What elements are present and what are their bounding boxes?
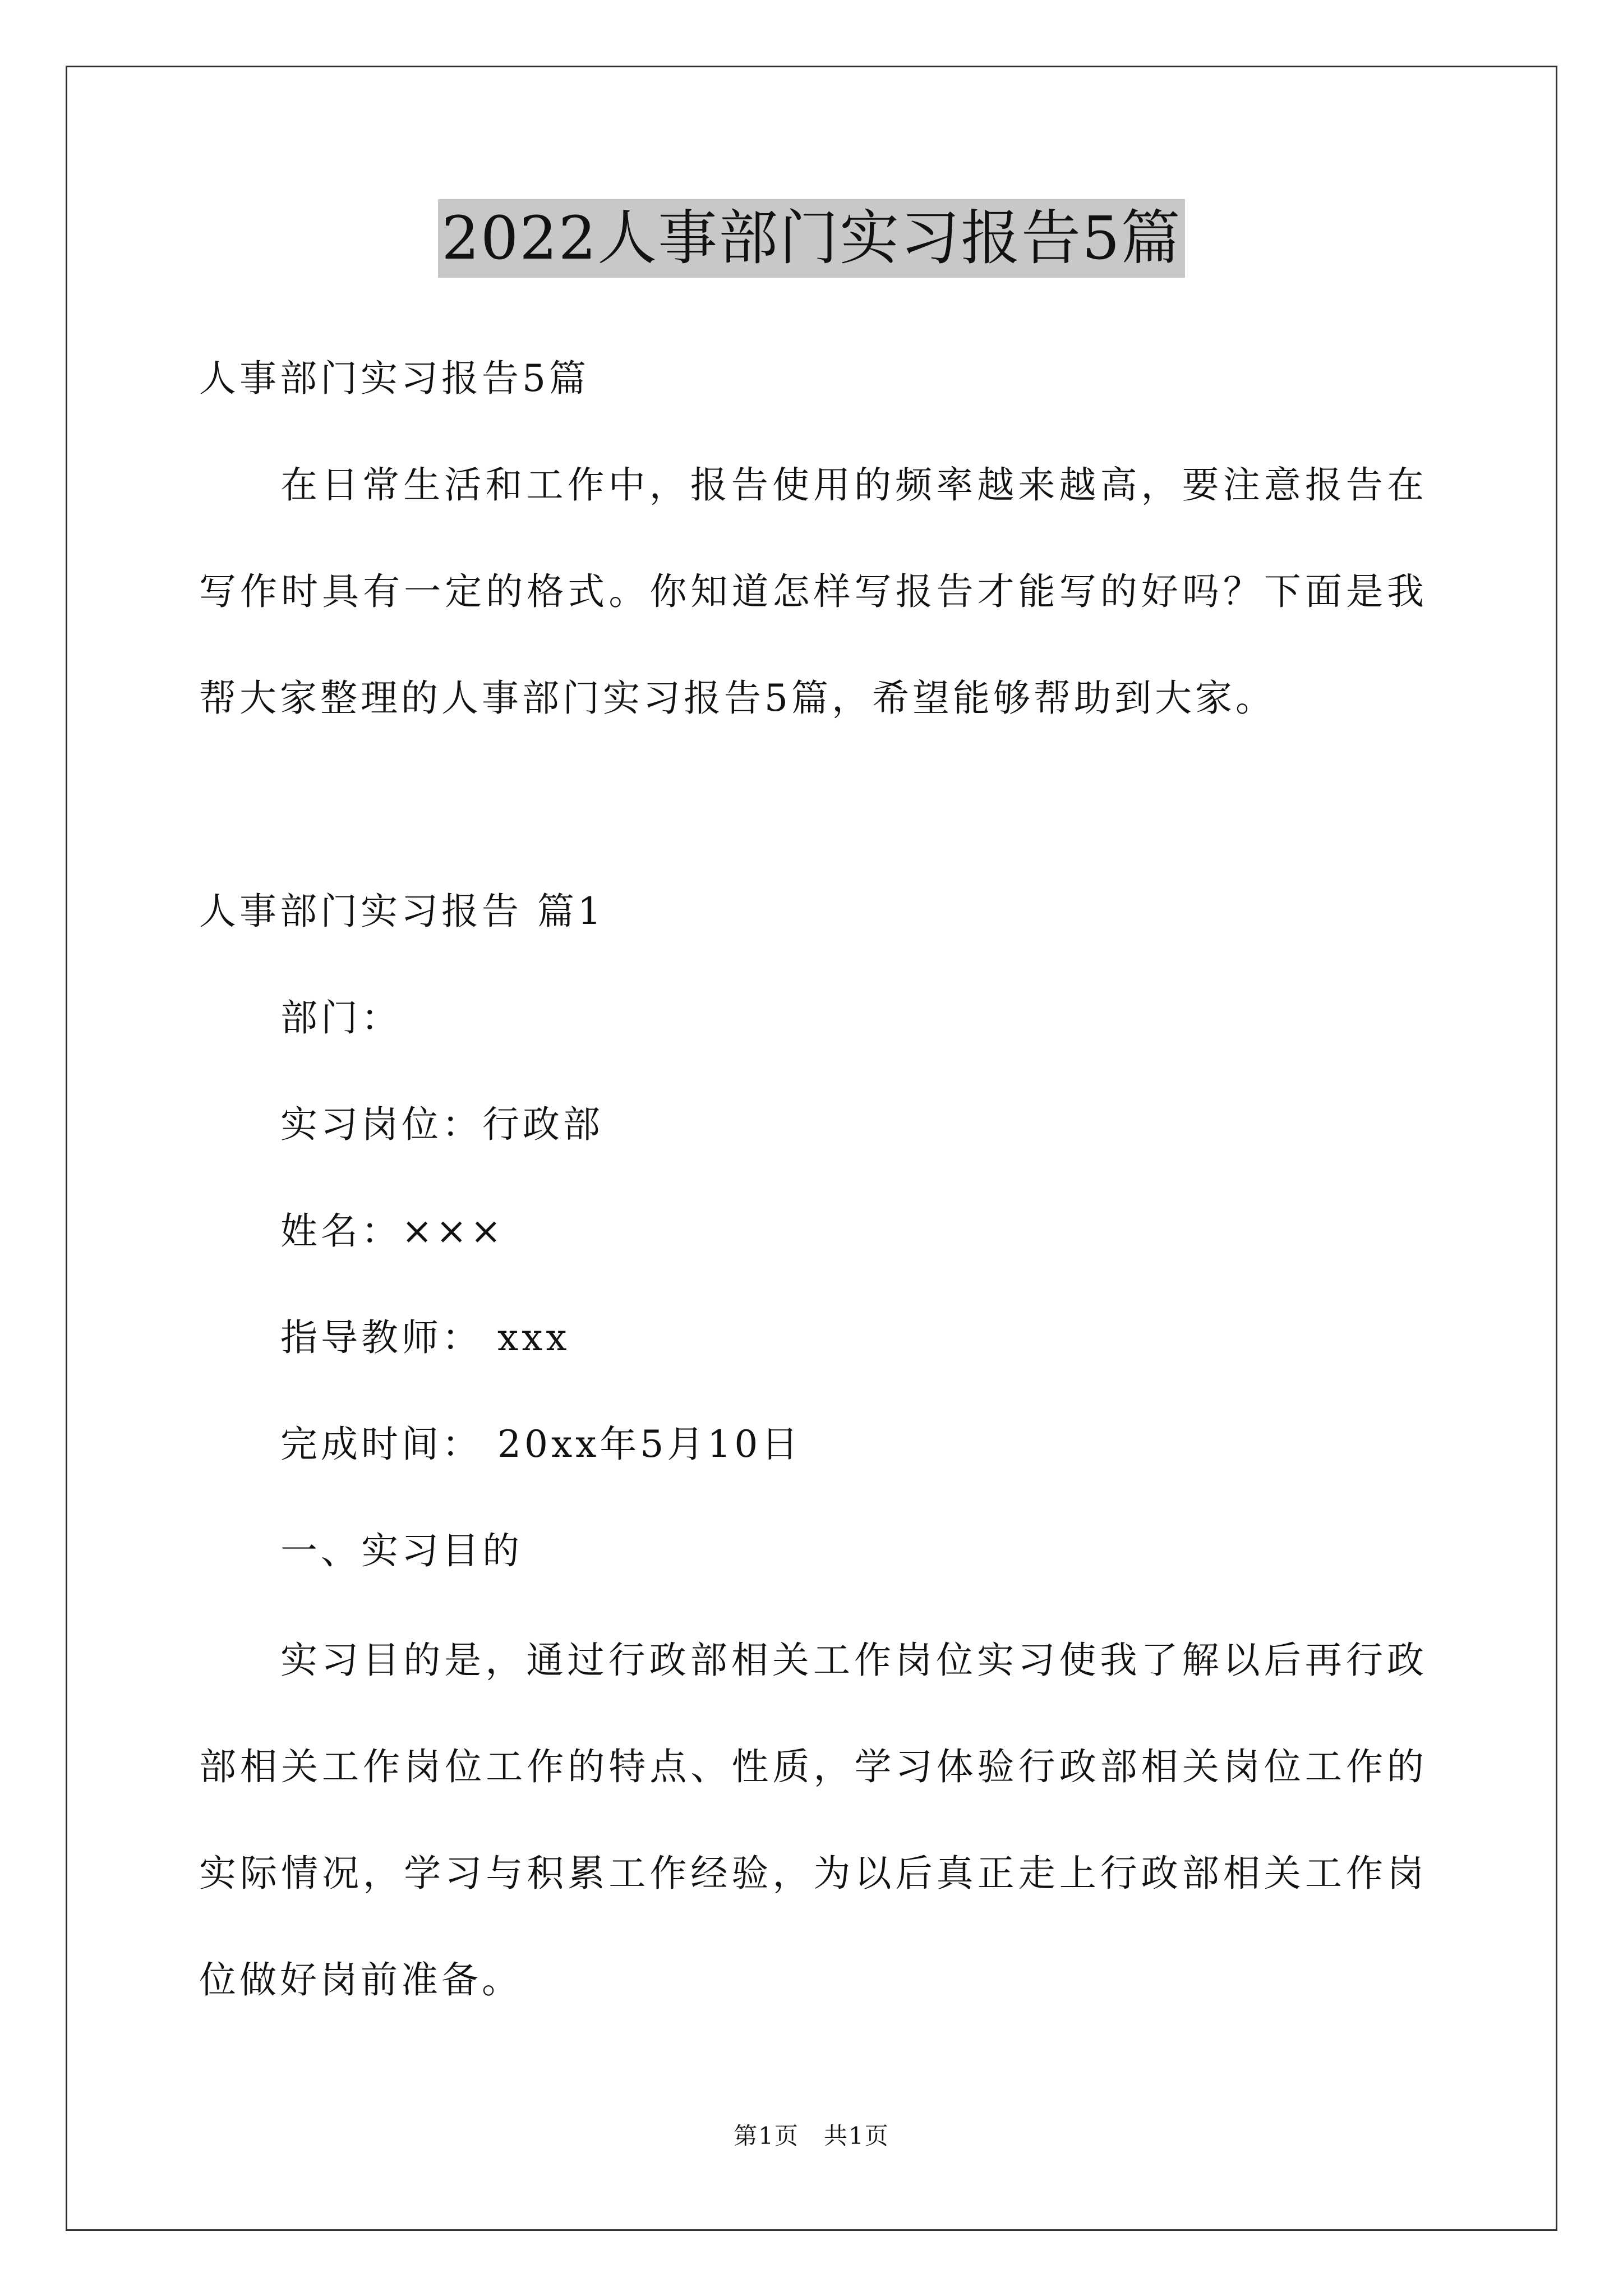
title-container	[0, 199, 1623, 278]
section-heading: 人事部门实习报告 篇1	[199, 890, 605, 933]
document-subtitle: 人事部门实习报告5篇	[199, 357, 589, 400]
purpose-heading: 一、实习目的	[280, 1529, 523, 1572]
page-footer: 第1页 共1页	[734, 2122, 889, 2150]
field-department: 部门：	[280, 996, 402, 1039]
purpose-paragraph: 实习目的是，通过行政部相关工作岗位实习使我了解以后再行政部相关工作岗位工作的特点、性质，学习体验行政部相关岗位工作的实际情况，学习与积累工作经验，为以后真正走上行政部相关工作岗位做好岗前准备。	[199, 1639, 1427, 2001]
intro-paragraph: 在日常生活和工作中，报告使用的频率越来越高，要注意报告在写作时具有一定的格式。你知道怎样写报告才能写的好吗？下面是我帮大家整理的人事部门实习报告5篇，希望能够帮助到大家。	[199, 463, 1427, 720]
field-advisor: 指导教师： xxx	[280, 1316, 570, 1359]
field-position: 实习岗位：行政部	[280, 1103, 603, 1146]
field-completion-time: 完成时间： 20xx年5月10日	[280, 1423, 802, 1466]
document-title: 2022人事部门实习报告5篇	[438, 199, 1184, 278]
field-name: 姓名：×××	[280, 1209, 505, 1253]
